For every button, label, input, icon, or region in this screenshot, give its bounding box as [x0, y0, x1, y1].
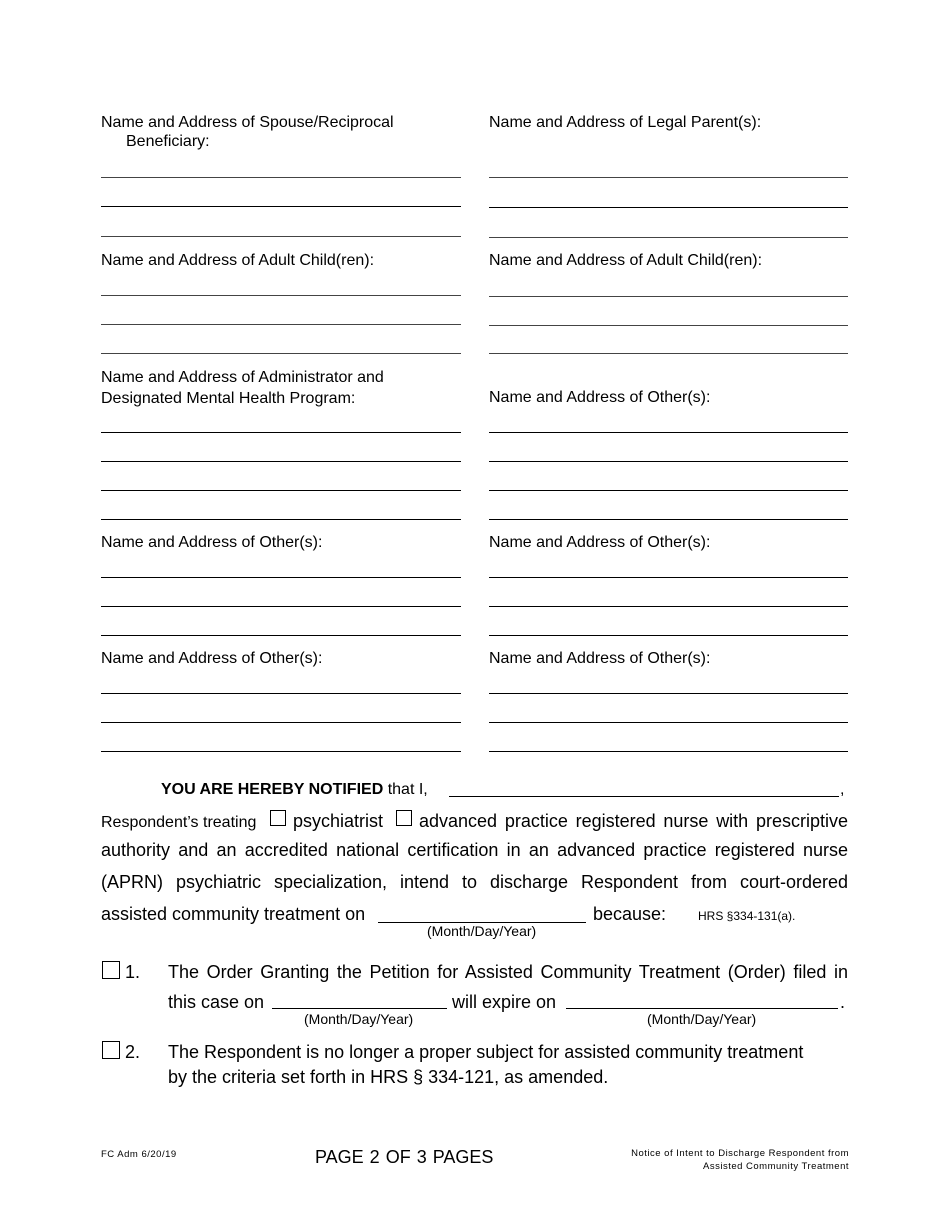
notice-lead	[161, 780, 428, 799]
option-1-checkbox[interactable]	[102, 961, 120, 979]
psychiatrist-checkbox[interactable]	[270, 810, 286, 826]
hrs-citation: HRS §334-131(a).	[698, 909, 796, 923]
option-1-line-2-start: this case on	[168, 992, 265, 1012]
will-expire-text: will expire on	[452, 992, 557, 1012]
others-left-2-line-3[interactable]	[101, 751, 461, 752]
option-2-checkbox[interactable]	[102, 1041, 120, 1059]
notice-lead-rest: that I,	[387, 781, 428, 798]
adult-children-label-left: Name and Address of Adult Child(ren):	[101, 252, 375, 269]
notice-line-3: (APRN) psychiatric specialization, intend to discharge Respondent from court-ordered	[101, 872, 848, 892]
psychiatrist-text: psychiatrist	[293, 811, 384, 831]
others-right-3-line-2[interactable]	[489, 722, 848, 723]
because-text: because:	[593, 904, 667, 924]
others-right-1-line-4[interactable]	[489, 519, 848, 520]
document-title	[560, 1147, 849, 1173]
administrator-label-line2: Designated Mental Health Program:	[101, 390, 356, 407]
expire-date-caption: (Month/Day/Year)	[647, 1011, 757, 1027]
notice-bold-lead: YOU ARE HEREBY NOTIFIED	[161, 781, 384, 798]
administrator-line-3[interactable]	[101, 490, 461, 491]
option-2-number: 2.	[125, 1042, 141, 1062]
adult-children-left-line-3[interactable]	[101, 353, 461, 354]
others-right-3-line-3[interactable]	[489, 751, 848, 752]
option-2-line-1: The Respondent is no longer a proper subject for assisted community treatment	[168, 1042, 804, 1062]
adult-children-left-line-1[interactable]	[101, 295, 461, 296]
others-right-2-line-1[interactable]	[489, 577, 848, 578]
others-left-1-line-1[interactable]	[101, 577, 461, 578]
page-indicator: PAGE 2 OF 3 PAGES	[315, 1147, 494, 1167]
respondent-treating-text: Respondent’s treating	[101, 814, 257, 831]
spouse-address-line-1[interactable]	[101, 177, 461, 178]
aprn-checkbox[interactable]	[396, 810, 412, 826]
others-label-right-1: Name and Address of Other(s):	[489, 389, 711, 406]
others-label-left-1: Name and Address of Other(s):	[101, 534, 323, 551]
others-label-left-2: Name and Address of Other(s):	[101, 650, 323, 667]
others-left-1-line-2[interactable]	[101, 606, 461, 607]
document-title-line2: Assisted Community Treatment	[703, 1161, 849, 1172]
option-1-line-1: The Order Granting the Petition for Assisted Community Treatment (Order) filed in	[168, 962, 848, 982]
option-1-number: 1.	[125, 962, 141, 982]
others-right-3-line-1[interactable]	[489, 693, 848, 694]
parents-address-line-1[interactable]	[489, 177, 848, 178]
spouse-beneficiary-label	[101, 113, 394, 151]
adult-children-right-line-1[interactable]	[489, 296, 848, 297]
discharge-date-caption: (Month/Day/Year)	[427, 923, 537, 939]
form-id: FC Adm 6/20/19	[101, 1149, 177, 1160]
notice-line-2: authority and an accredited national certification in an advanced practice registered nurse	[101, 840, 848, 860]
option-1-period: .	[840, 992, 846, 1012]
parents-address-line-3[interactable]	[489, 237, 848, 238]
spouse-address-line-2[interactable]	[101, 206, 461, 207]
document-title-line1: Notice of Intent to Discharge Respondent from	[631, 1148, 849, 1159]
others-right-1-line-3[interactable]	[489, 490, 848, 491]
adult-children-right-line-2[interactable]	[489, 325, 848, 326]
administrator-line-2[interactable]	[101, 461, 461, 462]
parents-address-line-2[interactable]	[489, 207, 848, 208]
spouse-label-line1: Name and Address of Spouse/Reciprocal	[101, 114, 394, 131]
others-label-right-2: Name and Address of Other(s):	[489, 534, 711, 551]
others-left-2-line-2[interactable]	[101, 722, 461, 723]
notice-comma: ,	[840, 781, 845, 798]
order-filed-date-field[interactable]	[272, 1008, 447, 1009]
option-2-line-2: by the criteria set forth in HRS § 334-121, as amended.	[168, 1067, 609, 1087]
others-left-1-line-3[interactable]	[101, 635, 461, 636]
adult-children-right-line-3[interactable]	[489, 353, 848, 354]
adult-children-label-right: Name and Address of Adult Child(ren):	[489, 252, 763, 269]
others-right-2-line-2[interactable]	[489, 606, 848, 607]
others-right-1-line-2[interactable]	[489, 461, 848, 462]
spouse-label-line2: Beneficiary:	[126, 133, 210, 150]
administrator-label-line1: Name and Address of Administrator and	[101, 369, 384, 386]
administrator-line-4[interactable]	[101, 519, 461, 520]
legal-parents-label: Name and Address of Legal Parent(s):	[489, 114, 762, 131]
others-right-1-line-1[interactable]	[489, 432, 848, 433]
notice-line-4-start: assisted community treatment on	[101, 904, 366, 924]
others-left-2-line-1[interactable]	[101, 693, 461, 694]
others-label-right-3: Name and Address of Other(s):	[489, 650, 711, 667]
filed-date-caption: (Month/Day/Year)	[304, 1011, 414, 1027]
administrator-line-1[interactable]	[101, 432, 461, 433]
others-right-2-line-3[interactable]	[489, 635, 848, 636]
aprn-text: advanced practice registered nurse with prescriptive	[419, 811, 848, 831]
spouse-address-line-3[interactable]	[101, 236, 461, 237]
administrator-label	[101, 367, 384, 409]
adult-children-left-line-2[interactable]	[101, 324, 461, 325]
expire-date-field[interactable]	[566, 1008, 838, 1009]
practitioner-name-field[interactable]	[449, 796, 839, 797]
